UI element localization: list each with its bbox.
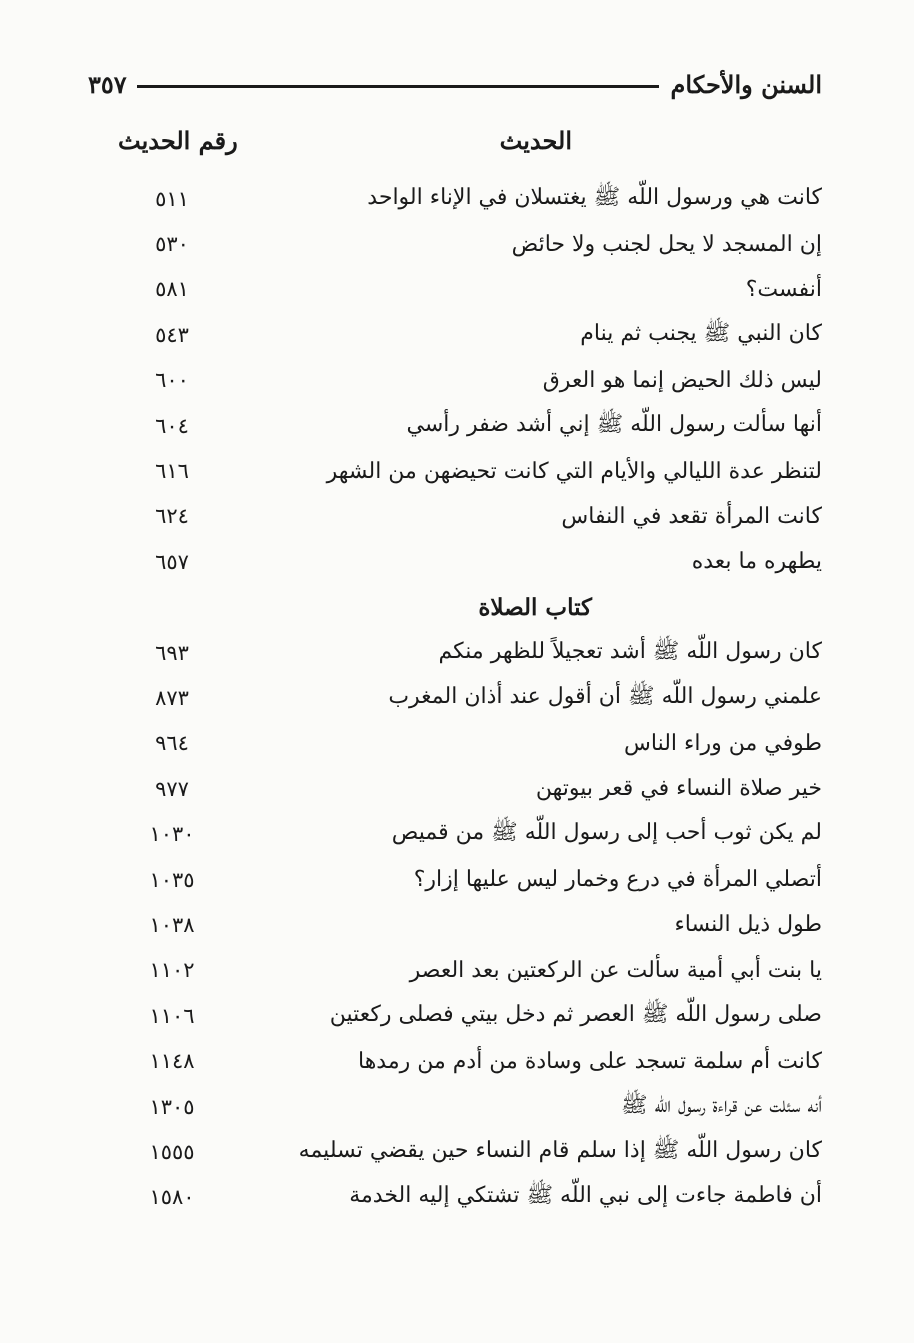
hadith-text: أن فاطمة جاءت إلى نبي اللّه ﷺ تشتكي إليه الخدمة: [349, 1183, 822, 1209]
hadith-text: يا بنت أبي أمية سألت عن الركعتين بعد العصر: [409, 957, 822, 983]
hadith-number: ٩٧٧: [155, 776, 189, 801]
index-row: [100, 766, 822, 811]
hadith-number: ٥١١: [155, 186, 189, 211]
header-rule: [137, 85, 659, 88]
hadith-number: ٦٠٠: [155, 368, 189, 393]
hadith-text: أنها سألت رسول اللّه ﷺ إني أشد ضفر رأسي: [406, 411, 822, 437]
hadith-text: خير صلاة النساء في قعر بيوتهن: [535, 776, 822, 802]
index-row: [100, 1175, 822, 1220]
index-row: [100, 267, 822, 312]
hadith-number: ١٣٠٥: [149, 1094, 195, 1119]
index-row: [100, 176, 822, 221]
hadith-text: أتصلي المرأة في درع وخمار ليس عليها إزار؟: [413, 867, 822, 893]
section-heading-row: [100, 585, 822, 630]
column-header-number: رقم الحديث: [118, 126, 238, 155]
hadith-text: ليس ذلك الحيض إنما هو العرق: [542, 367, 822, 393]
hadith-number: ٨٧٣: [155, 685, 189, 710]
hadith-text: أنه سئلت عن قراءة رسول اللّه ﷺ: [620, 1092, 822, 1118]
hadith-number: ٦٥٧: [155, 549, 189, 574]
index-row: [100, 1084, 822, 1129]
index-row: [100, 1038, 822, 1083]
hadith-text: طول ذيل النساء: [674, 912, 822, 938]
hadith-text: إن المسجد لا يحل لجنب ولا حائض: [511, 231, 822, 257]
hadith-number: ١١٤٨: [149, 1049, 195, 1074]
hadith-text: كان النبي ﷺ يجنب ثم ينام: [580, 320, 822, 346]
hadith-text: كان رسول اللّه ﷺ إذا سلم قام النساء حين يقضي تسليمه: [298, 1137, 822, 1163]
hadith-number: ١١٠٦: [149, 1003, 195, 1028]
book-title: السنن والأحكام: [670, 69, 822, 99]
hadith-number: ٦٩٣: [155, 640, 189, 665]
hadith-number: ٩٦٤: [155, 731, 189, 756]
hadith-number: ٦٠٤: [155, 413, 189, 438]
hadith-text: لتنظر عدة الليالي والأيام التي كانت تحيضهن من الشهر: [326, 458, 822, 484]
hadith-text: كانت المرأة تقعد في النفاس: [561, 503, 822, 529]
hadith-text: طوفي من وراء الناس: [624, 730, 822, 756]
column-header-hadith: الحديث: [499, 126, 572, 155]
hadith-text: علمني رسول اللّه ﷺ أن أقول عند أذان المغرب: [388, 683, 822, 709]
index-row: [100, 312, 822, 357]
hadith-text: كانت هي ورسول اللّه ﷺ يغتسلان في الإناء الواحد: [367, 184, 822, 210]
hadith-number: ٥٨١: [155, 277, 189, 302]
index-row: [100, 902, 822, 947]
index-row: [100, 448, 822, 493]
hadith-number: ١٠٣٥: [149, 867, 195, 892]
hadith-text: كانت أم سلمة تسجد على وسادة من أدم من رمدها: [358, 1048, 822, 1074]
hadith-index-list: [100, 176, 822, 1220]
hadith-number: ١٠٣٨: [149, 912, 195, 937]
hadith-number: ١٠٣٠: [149, 822, 195, 847]
hadith-number: ١٥٥٥: [149, 1139, 195, 1164]
index-row: [100, 630, 822, 675]
index-row: [100, 948, 822, 993]
index-row: [100, 857, 822, 902]
hadith-number: ١٥٨٠: [149, 1185, 195, 1210]
hadith-number: ٦١٦: [155, 459, 189, 484]
hadith-text: صلى رسول اللّه ﷺ العصر ثم دخل بيتي فصلى ركعتين: [329, 1001, 822, 1027]
page-number: ٣٥٧: [88, 69, 127, 99]
index-row: [100, 1129, 822, 1174]
section-title: كتاب الصلاة: [478, 593, 592, 621]
index-row: [100, 358, 822, 403]
hadith-text: لم يكن ثوب أحب إلى رسول اللّه ﷺ من قميص: [391, 820, 822, 846]
index-row: [100, 993, 822, 1038]
hadith-number: ٥٤٣: [155, 322, 189, 347]
index-row: [100, 494, 822, 539]
running-head: [88, 62, 822, 106]
index-row: [100, 721, 822, 766]
column-headers: [100, 126, 822, 170]
hadith-text: يطهره ما بعده: [691, 549, 822, 575]
hadith-text: كان رسول اللّه ﷺ أشد تعجيلاً للظهر منكم: [438, 638, 822, 664]
hadith-text: أنفست؟: [745, 276, 822, 302]
index-row: [100, 539, 822, 584]
index-row: [100, 811, 822, 856]
index-row: [100, 675, 822, 720]
hadith-number: ١١٠٢: [149, 958, 195, 983]
hadith-number: ٥٣٠: [155, 232, 189, 257]
index-row: [100, 221, 822, 266]
hadith-number: ٦٢٤: [155, 504, 189, 529]
index-row: [100, 403, 822, 448]
